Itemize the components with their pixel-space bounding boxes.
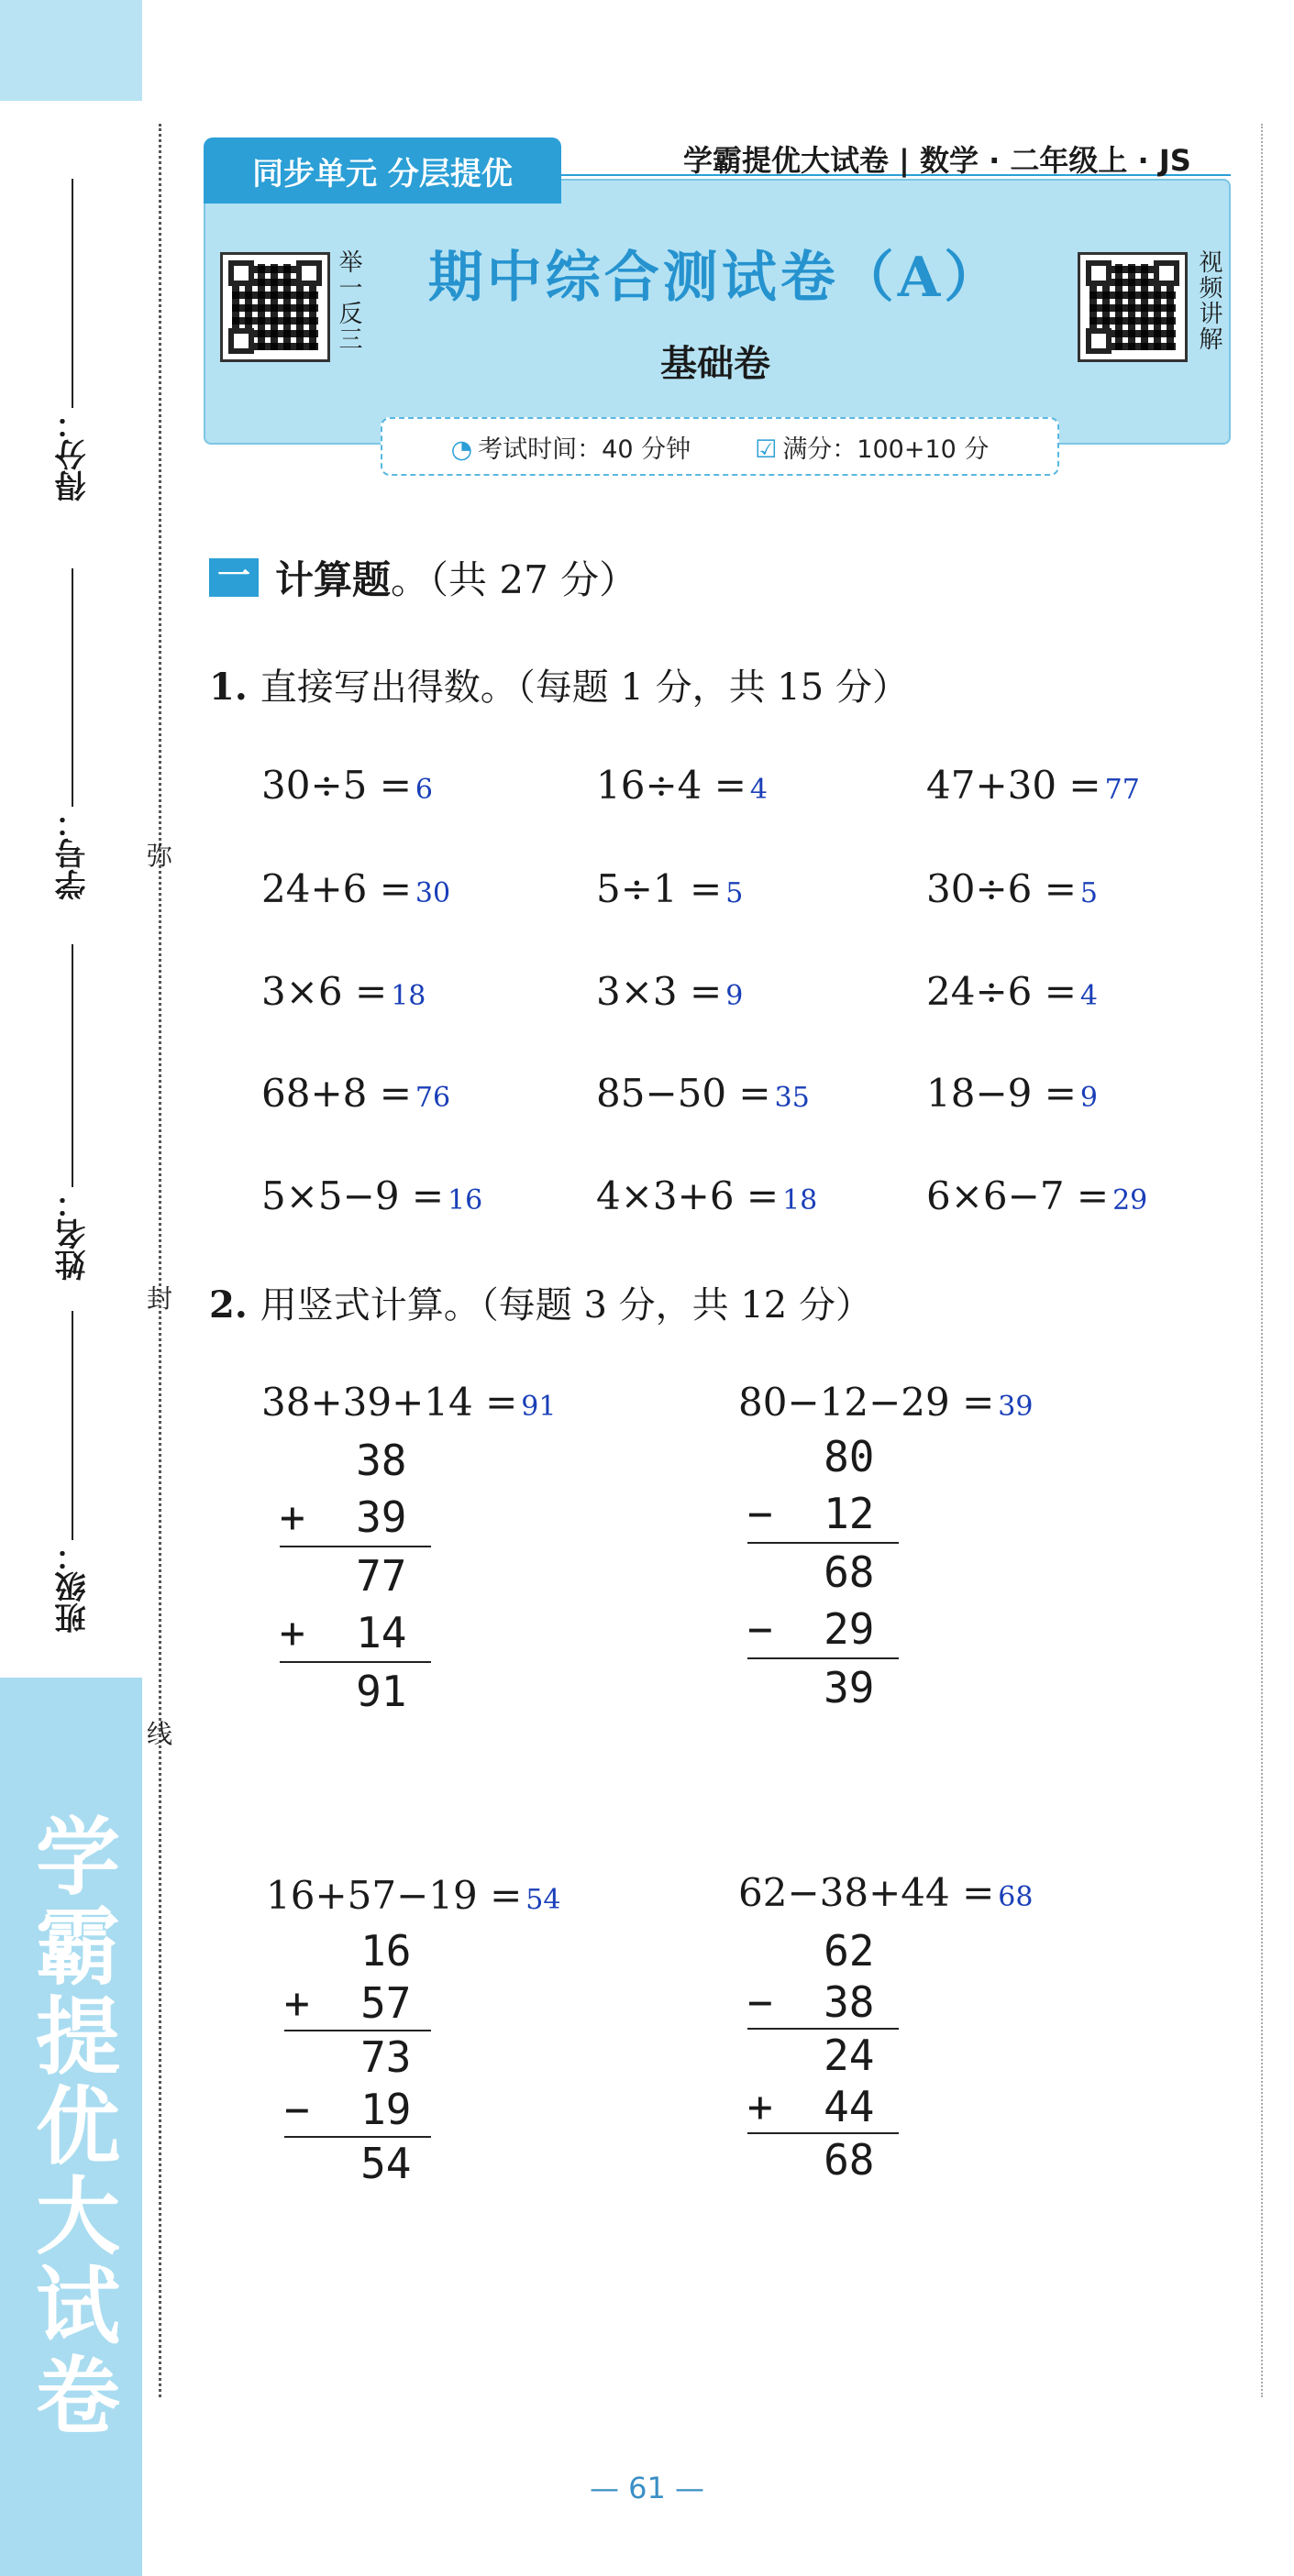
oral-item: 85−50 = 35: [596, 1071, 810, 1116]
oral-item: 5×5−9 = 16: [261, 1173, 483, 1218]
page-subtitle: 基础卷: [660, 343, 770, 385]
vertical-calc: 80 − 12 68 − 29 39: [747, 1428, 899, 1716]
vertical-calc: 16 + 57 73 − 19 54: [284, 1925, 431, 2190]
header-tab: 同步单元 分层提优: [204, 138, 561, 204]
section-number: 一: [209, 558, 259, 597]
oral-item: 68+8 = 76: [261, 1071, 451, 1116]
seal-char: 线: [147, 1719, 173, 1749]
oral-item: 5÷1 = 5: [596, 866, 744, 911]
seal-char: 封: [147, 1283, 173, 1314]
seal-char: 弥: [147, 841, 173, 871]
qr-code-right[interactable]: [1078, 252, 1188, 362]
score-field[interactable]: 得分：: [40, 179, 105, 501]
oral-item: 30÷5 = 6: [261, 763, 433, 808]
section-heading: 一 计算题 。（共 27 分）: [209, 550, 637, 605]
vertical-problem-expr: 62−38+44 = 68: [738, 1870, 1034, 1915]
clock-icon: ◔: [450, 435, 473, 464]
exam-info: ◔ 考试时间：40 分钟 ☑ 满分：100+10 分: [381, 417, 1059, 476]
vertical-calc: 62 − 38 24 + 44 68: [747, 1925, 899, 2185]
vertical-calc: 38 + 39 77 + 14 91: [280, 1432, 431, 1720]
qr-code-left[interactable]: [220, 252, 330, 362]
oral-item: 4×3+6 = 18: [596, 1173, 818, 1218]
oral-item: 47+30 = 77: [926, 763, 1140, 808]
question-1: 1. 直接写出得数。（每题 1 分，共 15 分）: [209, 666, 909, 709]
check-icon: ☑: [755, 435, 778, 464]
cut-line: [159, 124, 161, 2397]
oral-item: 16÷4 = 4: [596, 763, 768, 808]
question-2: 2. 用竖式计算。（每题 3 分，共 12 分）: [209, 1283, 872, 1327]
margin-line: [1261, 124, 1263, 2397]
binding-strip-top: [0, 0, 142, 101]
oral-item: 24+6 = 30: [261, 866, 451, 911]
series-label: 学霸提优大试卷 | 数学 · 二年级上 · JS: [683, 143, 1191, 178]
class-field[interactable]: 班级：: [40, 1311, 105, 1634]
oral-item: 30÷6 = 5: [926, 866, 1098, 911]
vertical-problem-expr: 80−12−29 = 39: [738, 1380, 1034, 1425]
qr-left-label: 举一反三: [335, 249, 362, 352]
qr-right-label: 视频讲解: [1195, 249, 1222, 352]
vertical-problem-expr: 16+57−19 = 54: [266, 1873, 561, 1918]
oral-item: 6×6−7 = 29: [926, 1173, 1148, 1218]
page-number: — 61 —: [589, 2471, 705, 2505]
oral-item: 3×6 = 18: [261, 969, 426, 1014]
oral-item: 24÷6 = 4: [926, 969, 1098, 1014]
oral-item: 3×3 = 9: [596, 969, 744, 1014]
name-field[interactable]: 姓名：: [40, 944, 105, 1281]
vertical-problem-expr: 38+39+14 = 91: [261, 1380, 557, 1425]
brand-vertical: 学霸提优大试卷: [22, 1812, 121, 2441]
oral-item: 18−9 = 9: [926, 1071, 1098, 1116]
student-id-field[interactable]: 学号：: [40, 568, 105, 900]
page-title: 期中综合测试卷（A）: [427, 246, 1003, 310]
